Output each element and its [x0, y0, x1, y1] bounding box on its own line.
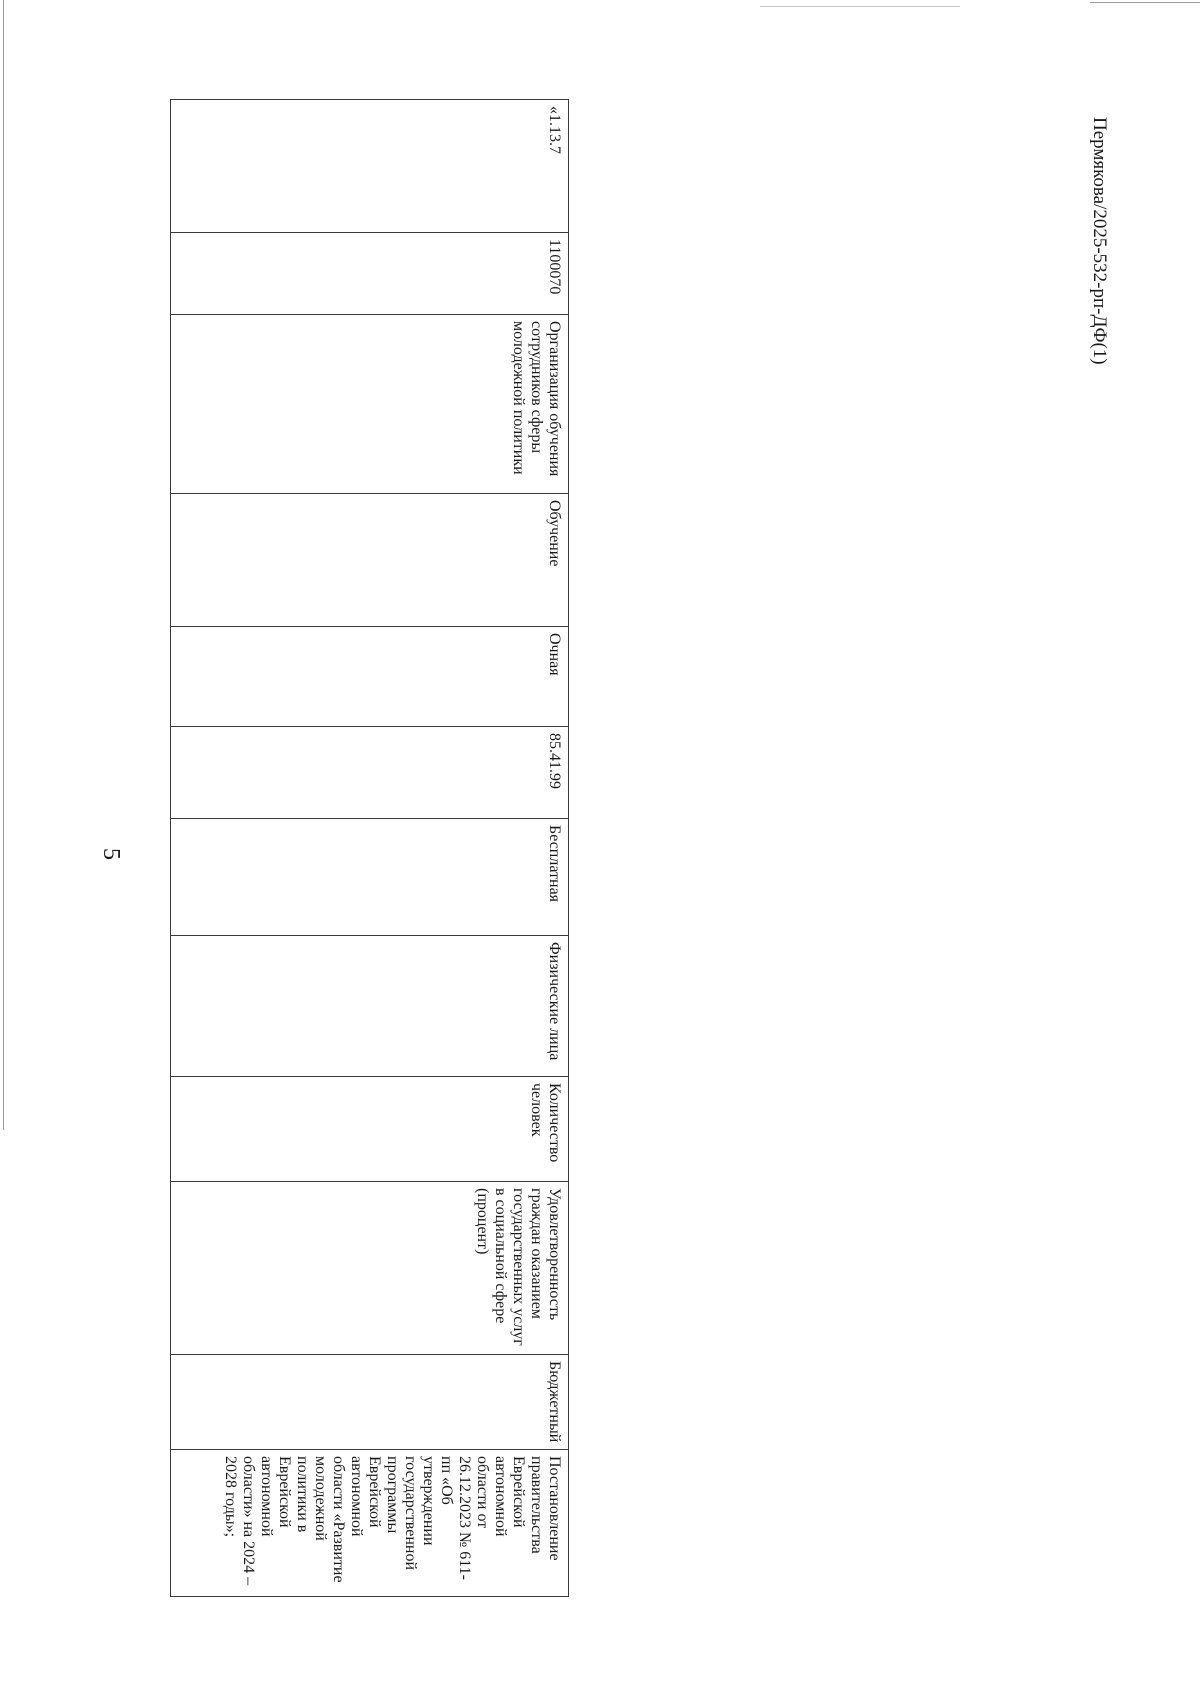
page-number: 5 — [98, 848, 124, 860]
cell-institution-type: Бюджетный — [171, 1355, 569, 1450]
document-registration-code: Пермякова/2025-532-рп-ДФ(1) — [1089, 117, 1110, 365]
cell-okved-code: 85.41.99 — [171, 727, 569, 819]
cell-legal-basis: Постановление правительства Еврейской автономной области от 26.12.2023 № 611-пп «Об утверждении государственной программы Еврейской автономной области «Развитие молодежной политики в Еврейской автономной области» на 2024 – 2028 годы»; — [171, 1450, 569, 1597]
cell-content: Обучение — [171, 494, 569, 627]
cell-form: Очная — [171, 627, 569, 727]
services-table — [170, 99, 569, 1597]
cell-volume-indicator: Количество человек — [171, 1077, 569, 1182]
scan-edge-top-faint — [760, 6, 960, 7]
cell-consumer-category: Физические лица — [171, 936, 569, 1077]
scan-edge-top — [1090, 2, 1200, 3]
scan-edge-left — [3, 0, 4, 1130]
cell-item-number: «1.13.7 — [171, 100, 569, 233]
cell-service-name: Организация обучения сотрудников сферы молодежной политики — [171, 315, 569, 494]
cell-payment-type: Бесплатная — [171, 819, 569, 936]
cell-quality-indicator: Удовлетворенность граждан оказанием государственных услуг в социальной сфере (процент) — [171, 1182, 569, 1355]
cell-registry-code: 1100070 — [171, 233, 569, 315]
table-row — [171, 100, 569, 1597]
